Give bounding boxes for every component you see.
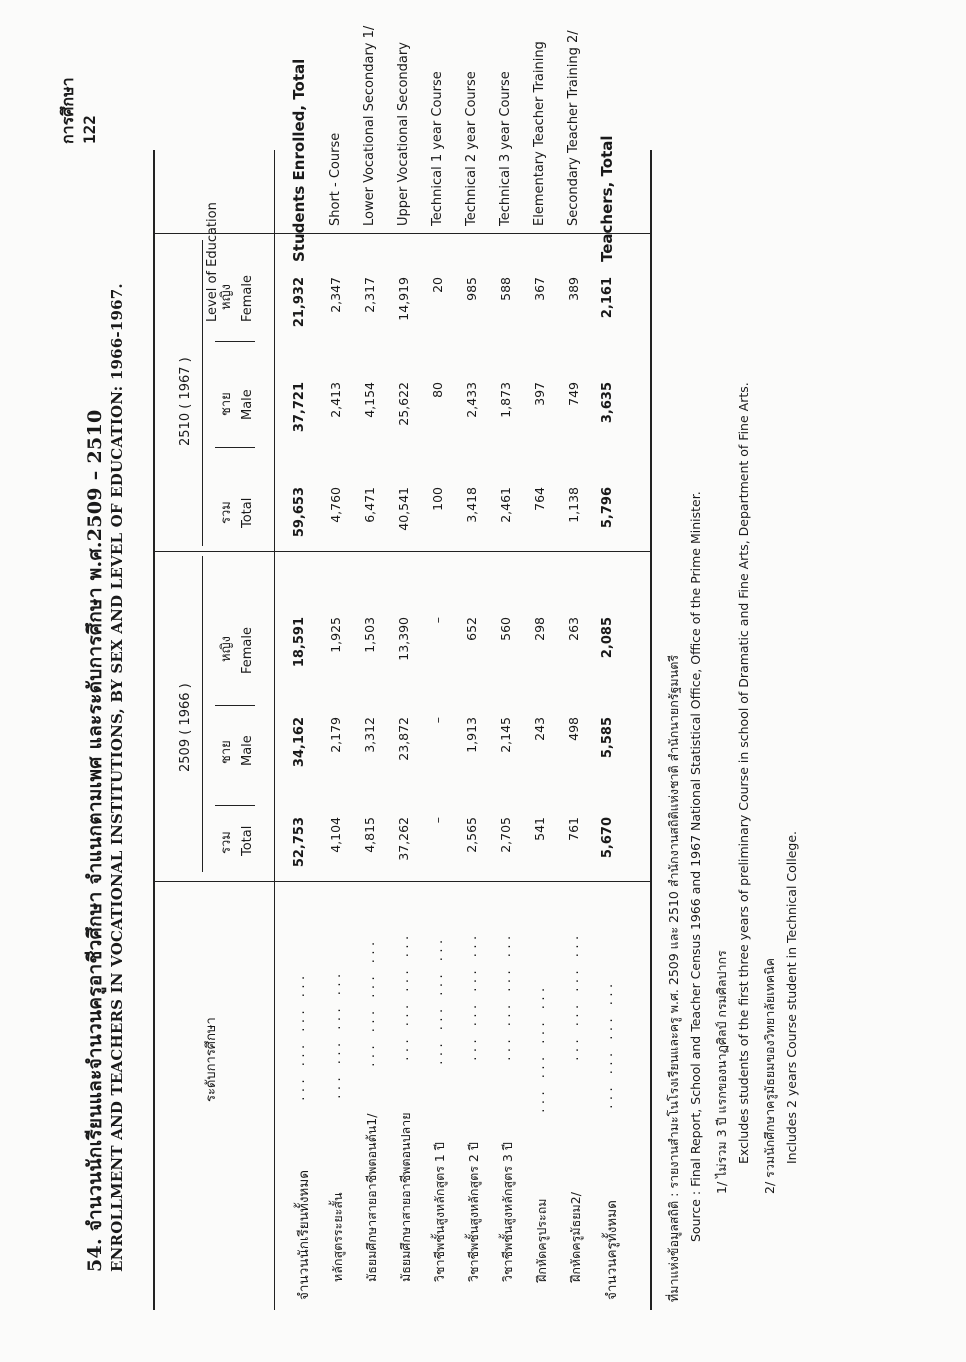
table-cell: 23,872 [396,717,411,761]
table-cell: 2,145 [498,717,513,753]
year1-header: 2509 ( 1966 ) [178,683,193,772]
table-cell: 2,461 [498,487,513,523]
year2-underline [202,240,203,546]
table-cell: 37,262 [396,817,411,861]
row-label-english: Secondary Teacher Training 2/ [566,30,581,226]
table-cell: 761 [566,817,581,841]
sub-divider [215,447,255,448]
sub-divider [215,705,255,706]
table-cell: 5,585 [600,717,615,759]
table-cell: 52,753 [292,817,307,868]
table-cell: 3,418 [464,487,479,523]
note1-thai: 1/ ไม่รวม 3 ปี แรกของนาฏศิลป์ กรมศิลปากร [714,950,729,1194]
leader-dots: ... ... ... ... [568,932,581,1062]
col-divider-right [155,233,650,234]
table-cell: 1,138 [566,487,581,523]
sub-header-thai: รวม [219,831,234,854]
table-cell: 34,162 [292,717,307,768]
year1-underline [202,556,203,872]
row-label-thai: วิชาชีพชั้นสูงหลักสูตร 1 ปี [432,1142,447,1282]
table-cell: 588 [498,277,513,301]
table-cell: 25,622 [396,382,411,426]
page-number: 122 [80,115,99,144]
row-label-english: Technical 3 year Course [498,71,513,226]
table-cell: 541 [532,817,547,841]
sub-header-english: Female [240,274,255,322]
row-label-english: Teachers, Total [598,135,616,262]
row-label-english: Upper Vocational Secondary [396,42,411,226]
table-cell: 2,433 [464,382,479,418]
table-cell: 298 [532,617,547,641]
table-cell: 2,317 [362,277,377,313]
row-label-english: Elementary Teacher Training [532,41,547,226]
row-label-thai: จำนวนนักเรียนทั้งหมด [296,1170,312,1300]
table-cell: 1,873 [498,382,513,418]
sub-header-english: Male [240,735,255,766]
row-label-english: Short - Course [328,132,343,226]
table-cell: 4,815 [362,817,377,853]
table-cell: 560 [498,617,513,641]
sub-header-thai: ชาย [219,392,234,416]
table-cell: 2,085 [600,617,615,659]
sub-divider [215,805,255,806]
row-label-thai: วิชาชีพชั้นสูงหลักสูตร 3 ปี [500,1142,515,1282]
table-cell: 1,913 [464,717,479,753]
table-header-rule [274,150,275,1310]
note2-thai: 2/ รวมนักศึกษาครูมัธยมของวิทยาลัยเทคนิค [762,957,777,1194]
table-cell: 2,161 [600,277,615,319]
source-thai: ที่มาแห่งข้อมูลสถิติ : รายงานสำมะโนโรงเรียนและครู พ.ศ. 2509 และ 2510 สำนักงานสถิติแห่งชาติ สำนักนายกรัฐมนตรี [666,654,681,1302]
row-label-english: Technical 2 year Course [464,71,479,226]
leader-dots: ... ... ... ... [500,932,513,1062]
leader-dots: ... ... ... ... [466,932,479,1062]
section-header: การศึกษา [58,77,77,144]
table-top-rule [153,150,155,1310]
sub-header-english: Female [240,626,255,674]
table-cell: 3,312 [362,717,377,753]
table-cell: 1,925 [328,617,343,653]
table-cell: 5,796 [600,487,615,529]
row-label-english: Lower Vocational Secondary 1/ [362,25,377,226]
table-title-thai: 54. จำนวนนักเรียนและจำนวนครูอาชีวศึกษา จำแนกตามเพศ และระดับการศึกษา พ.ศ.2509 – 2510 [84,409,106,1272]
table-cell: 100 [430,487,445,511]
table-cell: 21,932 [292,277,307,328]
sub-header-thai: รวม [219,501,234,524]
sub-header-english: Total [240,497,255,528]
row-label-thai: หลักสูตรระยะสั้น [330,1192,345,1282]
leader-dots: ... ... ... ... [294,972,307,1102]
sub-header-thai: ชาย [219,740,234,764]
table-cell: 4,154 [362,382,377,418]
table-cell: 3,635 [600,382,615,424]
table-cell: 2,565 [464,817,479,853]
table-title-english: ENROLLMENT AND TEACHERS IN VOCATIONAL INSTITUTIONS, BY SEX AND LEVEL OF EDUCATION: 1966-1967. [108,283,126,1272]
table-cell: – [430,617,445,624]
table-cell: 59,653 [292,487,307,538]
source-english: Source : Final Report, School and Teacher Census 1966 and 1967 National Statistical Office, Office of the Prime Minister. [688,491,703,1242]
table-cell: 20 [430,277,445,293]
table-cell: 2,705 [498,817,513,853]
table-cell: 764 [532,487,547,511]
table-cell: 2,179 [328,717,343,753]
year2-header: 2510 ( 1967 ) [178,357,193,446]
leader-dots: ... ... ... ... [602,980,615,1110]
table-cell: 652 [464,617,479,641]
table-cell: – [430,817,445,824]
row-label-thai: มัธยมศึกษาสายอาชีพตอนปลาย [398,1112,413,1282]
row-label-thai: วิชาชีพชั้นสูงหลักสูตร 2 ปี [466,1142,481,1282]
sub-header-thai: หญิง [219,636,234,662]
sub-header-english: Total [240,825,255,856]
table-cell: 2,413 [328,382,343,418]
table-cell: 37,721 [292,382,307,433]
table-cell: 397 [532,382,547,406]
table-cell: 14,919 [396,277,411,321]
table-cell: 367 [532,277,547,301]
sub-header-thai: หญิง [219,284,234,310]
table-cell: 243 [532,717,547,741]
table-cell: 2,347 [328,277,343,313]
table-cell: 1,503 [362,617,377,653]
table-bottom-rule [650,150,652,1310]
leader-dots: ... ... ... ... [364,938,377,1068]
row-label-english: Technical 1 year Course [430,71,445,226]
sub-divider [215,341,255,342]
table-cell: 80 [430,382,445,398]
level-header-thai: ระดับการศึกษา [204,1017,219,1102]
note2-english: Includes 2 years Course student in Technical College. [784,830,799,1164]
table-cell: 985 [464,277,479,301]
table-cell: 4,760 [328,487,343,523]
table-cell: 263 [566,617,581,641]
sub-header-english: Male [240,389,255,420]
leader-dots: ... ... ... ... [330,970,343,1100]
table-cell: 389 [566,277,581,301]
table-cell: 498 [566,717,581,741]
row-label-thai: ฝึกหัดครูมัธยม2/ [568,1192,583,1282]
table-cell: 13,390 [396,617,411,661]
table-cell: – [430,717,445,724]
leader-dots: ... ... ... ... [398,932,411,1062]
table-cell: 749 [566,382,581,406]
table-cell: 40,541 [396,487,411,531]
row-label-thai: มัธยมศึกษาสายอาชีพตอนต้น1/ [364,1113,379,1282]
row-label-thai: ฝึกหัดครูประถม [534,1198,549,1282]
table-cell: 5,670 [600,817,615,859]
table-cell: 4,104 [328,817,343,853]
leader-dots: ... ... ... ... [534,984,547,1114]
table-cell: 6,471 [362,487,377,523]
level-header-english: Level of Education [205,202,220,322]
note1-english: Excludes students of the first three years of preliminary Course in school of Dramatic and Fine Arts, Department of Fine Arts. [736,382,751,1164]
leader-dots: ... ... ... ... [432,936,445,1066]
row-label-english: Students Enrolled, Total [290,58,308,262]
row-label-thai: จำนวนครูทั้งหมด [604,1200,620,1300]
table-cell: 18,591 [292,617,307,668]
